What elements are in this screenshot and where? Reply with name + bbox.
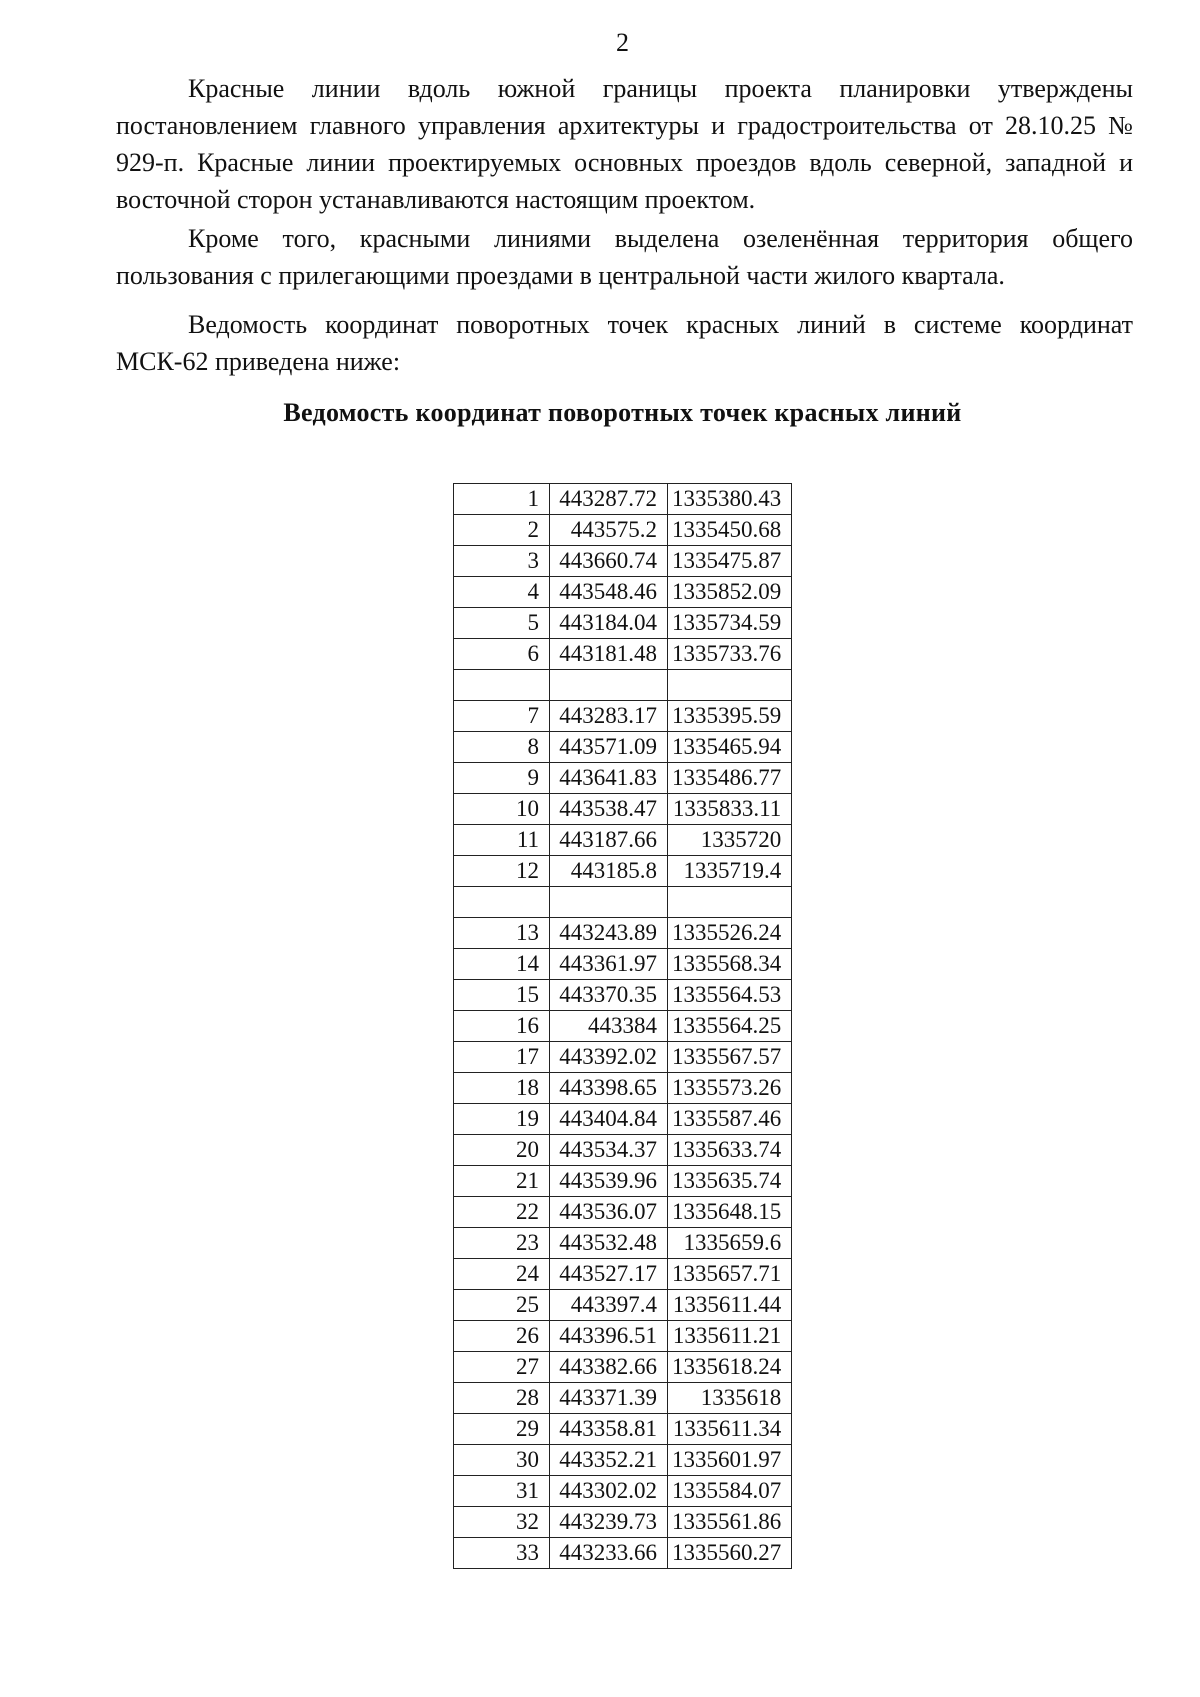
x-coordinate-cell: 443660.74	[550, 546, 668, 577]
y-coordinate-cell: 1335720	[668, 825, 792, 856]
point-number-cell: 21	[454, 1166, 550, 1197]
x-coordinate-cell: 443384	[550, 1011, 668, 1042]
point-number-cell: 5	[454, 608, 550, 639]
x-coordinate-cell: 443233.66	[550, 1538, 668, 1569]
x-coordinate-cell: 443283.17	[550, 701, 668, 732]
x-coordinate-cell	[550, 670, 668, 701]
table-row	[454, 1011, 792, 1042]
table-title: Ведомость координат поворотных точек красных линий	[283, 398, 962, 427]
coordinates-table-body	[454, 484, 792, 1569]
y-coordinate-cell: 1335573.26	[668, 1073, 792, 1104]
point-number-cell: 19	[454, 1104, 550, 1135]
point-number-cell: 24	[454, 1259, 550, 1290]
x-coordinate-cell: 443370.35	[550, 980, 668, 1011]
x-coordinate-cell: 443527.17	[550, 1259, 668, 1290]
y-coordinate-cell: 1335611.21	[668, 1321, 792, 1352]
y-coordinate-cell: 1335659.6	[668, 1228, 792, 1259]
table-row	[454, 1352, 792, 1383]
y-coordinate-cell: 1335587.46	[668, 1104, 792, 1135]
point-number-cell: 32	[454, 1507, 550, 1538]
y-coordinate-cell: 1335611.34	[668, 1414, 792, 1445]
table-row	[454, 825, 792, 856]
table-row	[454, 701, 792, 732]
y-coordinate-cell: 1335833.11	[668, 794, 792, 825]
table-row	[454, 546, 792, 577]
point-number-cell: 33	[454, 1538, 550, 1569]
table-row	[454, 1507, 792, 1538]
x-coordinate-cell: 443534.37	[550, 1135, 668, 1166]
y-coordinate-cell: 1335465.94	[668, 732, 792, 763]
y-coordinate-cell: 1335486.77	[668, 763, 792, 794]
table-row	[454, 484, 792, 515]
point-number-cell: 26	[454, 1321, 550, 1352]
y-coordinate-cell: 1335450.68	[668, 515, 792, 546]
x-coordinate-cell: 443243.89	[550, 918, 668, 949]
point-number-cell: 15	[454, 980, 550, 1011]
x-coordinate-cell: 443538.47	[550, 794, 668, 825]
x-coordinate-cell: 443352.21	[550, 1445, 668, 1476]
y-coordinate-cell: 1335560.27	[668, 1538, 792, 1569]
point-number-cell: 29	[454, 1414, 550, 1445]
table-row	[454, 577, 792, 608]
y-coordinate-cell: 1335475.87	[668, 546, 792, 577]
x-coordinate-cell: 443532.48	[550, 1228, 668, 1259]
x-coordinate-cell: 443358.81	[550, 1414, 668, 1445]
table-row	[454, 1135, 792, 1166]
table-row	[454, 670, 792, 701]
x-coordinate-cell: 443361.97	[550, 949, 668, 980]
paragraph-red-lines-approval	[116, 70, 1133, 218]
y-coordinate-cell: 1335719.4	[668, 856, 792, 887]
y-coordinate-cell: 1335584.07	[668, 1476, 792, 1507]
point-number-cell: 12	[454, 856, 550, 887]
table-row	[454, 1166, 792, 1197]
y-coordinate-cell: 1335380.43	[668, 484, 792, 515]
point-number-cell: 4	[454, 577, 550, 608]
table-row	[454, 608, 792, 639]
x-coordinate-cell: 443371.39	[550, 1383, 668, 1414]
table-row	[454, 1259, 792, 1290]
y-coordinate-cell: 1335734.59	[668, 608, 792, 639]
table-row	[454, 856, 792, 887]
x-coordinate-cell: 443187.66	[550, 825, 668, 856]
y-coordinate-cell: 1335601.97	[668, 1445, 792, 1476]
x-coordinate-cell: 443398.65	[550, 1073, 668, 1104]
point-number-cell: 2	[454, 515, 550, 546]
point-number-cell: 20	[454, 1135, 550, 1166]
x-coordinate-cell: 443392.02	[550, 1042, 668, 1073]
table-row	[454, 1073, 792, 1104]
paragraph-text: Кроме того, красными линиями выделена озеленённая территория общего пользования с прилегающими проездами в центральной части жилого квартала.	[116, 224, 1133, 290]
point-number-cell: 10	[454, 794, 550, 825]
table-row	[454, 763, 792, 794]
page-number: 2	[616, 28, 629, 57]
point-number-cell: 14	[454, 949, 550, 980]
table-row	[454, 1197, 792, 1228]
point-number-cell: 7	[454, 701, 550, 732]
x-coordinate-cell: 443575.2	[550, 515, 668, 546]
table-row	[454, 918, 792, 949]
table-row	[454, 949, 792, 980]
y-coordinate-cell: 1335564.53	[668, 980, 792, 1011]
x-coordinate-cell: 443641.83	[550, 763, 668, 794]
point-number-cell: 27	[454, 1352, 550, 1383]
paragraph-green-territory	[116, 220, 1133, 294]
x-coordinate-cell: 443184.04	[550, 608, 668, 639]
y-coordinate-cell: 1335526.24	[668, 918, 792, 949]
x-coordinate-cell: 443185.8	[550, 856, 668, 887]
y-coordinate-cell: 1335561.86	[668, 1507, 792, 1538]
point-number-cell: 16	[454, 1011, 550, 1042]
point-number-cell: 17	[454, 1042, 550, 1073]
y-coordinate-cell: 1335657.71	[668, 1259, 792, 1290]
table-row	[454, 1538, 792, 1569]
table-row	[454, 1445, 792, 1476]
y-coordinate-cell	[668, 887, 792, 918]
y-coordinate-cell: 1335567.57	[668, 1042, 792, 1073]
point-number-cell	[454, 887, 550, 918]
table-row	[454, 1228, 792, 1259]
paragraph-coordinates-intro	[116, 306, 1133, 380]
point-number-cell: 22	[454, 1197, 550, 1228]
point-number-cell: 13	[454, 918, 550, 949]
point-number-cell: 25	[454, 1290, 550, 1321]
coordinates-table	[453, 483, 792, 1569]
x-coordinate-cell: 443548.46	[550, 577, 668, 608]
y-coordinate-cell	[668, 670, 792, 701]
x-coordinate-cell: 443239.73	[550, 1507, 668, 1538]
table-row	[454, 1414, 792, 1445]
x-coordinate-cell: 443404.84	[550, 1104, 668, 1135]
paragraph-text: Ведомость координат поворотных точек красных линий в системе координат МСК-62 приведена ниже:	[116, 310, 1133, 376]
point-number-cell	[454, 670, 550, 701]
point-number-cell: 6	[454, 639, 550, 670]
point-number-cell: 30	[454, 1445, 550, 1476]
x-coordinate-cell: 443397.4	[550, 1290, 668, 1321]
table-row	[454, 732, 792, 763]
table-row	[454, 1042, 792, 1073]
x-coordinate-cell: 443287.72	[550, 484, 668, 515]
point-number-cell: 3	[454, 546, 550, 577]
table-row	[454, 1290, 792, 1321]
y-coordinate-cell: 1335618.24	[668, 1352, 792, 1383]
y-coordinate-cell: 1335633.74	[668, 1135, 792, 1166]
x-coordinate-cell: 443382.66	[550, 1352, 668, 1383]
table-row	[454, 980, 792, 1011]
y-coordinate-cell: 1335395.59	[668, 701, 792, 732]
point-number-cell: 1	[454, 484, 550, 515]
y-coordinate-cell: 1335568.34	[668, 949, 792, 980]
point-number-cell: 18	[454, 1073, 550, 1104]
x-coordinate-cell: 443536.07	[550, 1197, 668, 1228]
table-row	[454, 1383, 792, 1414]
y-coordinate-cell: 1335852.09	[668, 577, 792, 608]
y-coordinate-cell: 1335635.74	[668, 1166, 792, 1197]
x-coordinate-cell: 443571.09	[550, 732, 668, 763]
y-coordinate-cell: 1335648.15	[668, 1197, 792, 1228]
point-number-cell: 9	[454, 763, 550, 794]
paragraph-text: Красные линии вдоль южной границы проекта планировки утверждены постановлением главного управления архитектуры и градостроительства от 28.10.25 № 929-п. Красные линии проектируемых основных проездов вдоль северной, западной и восточной сторон устанавливаются настоящим проектом.	[116, 74, 1133, 214]
y-coordinate-cell: 1335611.44	[668, 1290, 792, 1321]
table-row	[454, 639, 792, 670]
y-coordinate-cell: 1335618	[668, 1383, 792, 1414]
x-coordinate-cell: 443396.51	[550, 1321, 668, 1352]
point-number-cell: 11	[454, 825, 550, 856]
x-coordinate-cell: 443181.48	[550, 639, 668, 670]
table-row	[454, 1321, 792, 1352]
table-row	[454, 515, 792, 546]
y-coordinate-cell: 1335733.76	[668, 639, 792, 670]
table-row	[454, 794, 792, 825]
x-coordinate-cell	[550, 887, 668, 918]
x-coordinate-cell: 443539.96	[550, 1166, 668, 1197]
point-number-cell: 31	[454, 1476, 550, 1507]
x-coordinate-cell: 443302.02	[550, 1476, 668, 1507]
table-row	[454, 1476, 792, 1507]
point-number-cell: 23	[454, 1228, 550, 1259]
point-number-cell: 28	[454, 1383, 550, 1414]
point-number-cell: 8	[454, 732, 550, 763]
y-coordinate-cell: 1335564.25	[668, 1011, 792, 1042]
table-row	[454, 1104, 792, 1135]
table-row	[454, 887, 792, 918]
